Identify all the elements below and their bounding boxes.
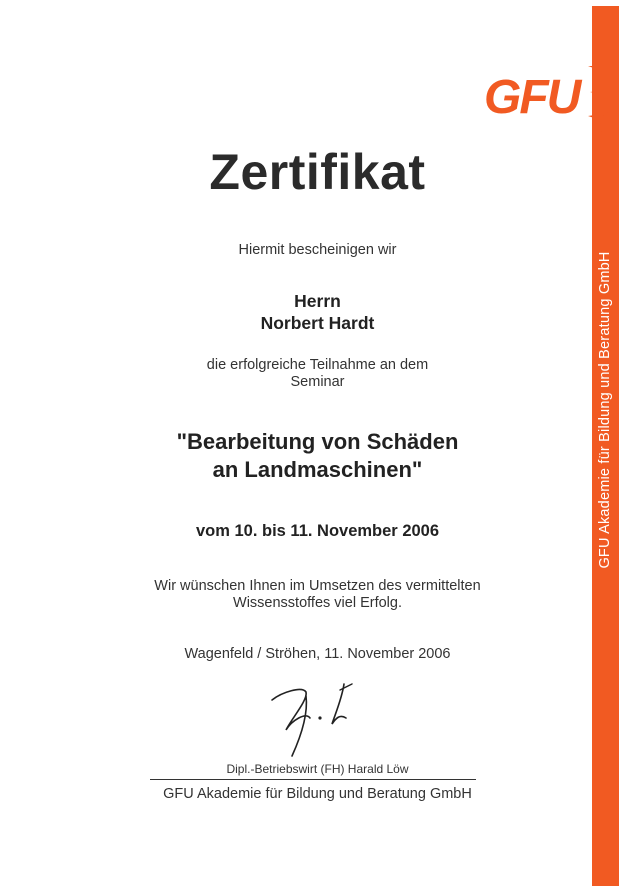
seminar-title-line-1: "Bearbeitung von Schäden	[176, 429, 459, 454]
date-range: vom 10. bis 11. November 2006	[195, 522, 440, 540]
intro-text: Hiermit bescheinigen wir	[238, 242, 397, 258]
logo-text: GFU	[484, 71, 580, 124]
logo-swirl-icon	[582, 62, 622, 142]
salutation: Herrn	[294, 291, 341, 311]
seminar-title-line-2: an Landmaschinen"	[212, 457, 423, 482]
sidebar-text: GFU Akademie für Bildung und Beratung GmbH	[597, 251, 613, 569]
signature-divider	[150, 779, 476, 780]
participation-line-2: Seminar	[290, 374, 345, 390]
wish-line-2: Wissensstoffes viel Erfolg.	[233, 595, 402, 611]
gfu-logo	[484, 62, 624, 142]
participation-line-1: die erfolgreiche Teilnahme an dem	[206, 357, 429, 373]
place-date: Wagenfeld / Ströhen, 11. November 2006	[184, 646, 451, 662]
certificate-title: Zertifikat	[209, 144, 426, 200]
signature-icon	[262, 672, 362, 762]
signer-name: Dipl.-Betriebswirt (FH) Harald Löw	[226, 762, 409, 776]
recipient-name: Norbert Hardt	[260, 313, 375, 333]
footer-company: GFU Akademie für Bildung und Beratung GmbH	[163, 786, 472, 802]
wish-line-1: Wir wünschen Ihnen im Umsetzen des vermittelten	[154, 578, 481, 594]
